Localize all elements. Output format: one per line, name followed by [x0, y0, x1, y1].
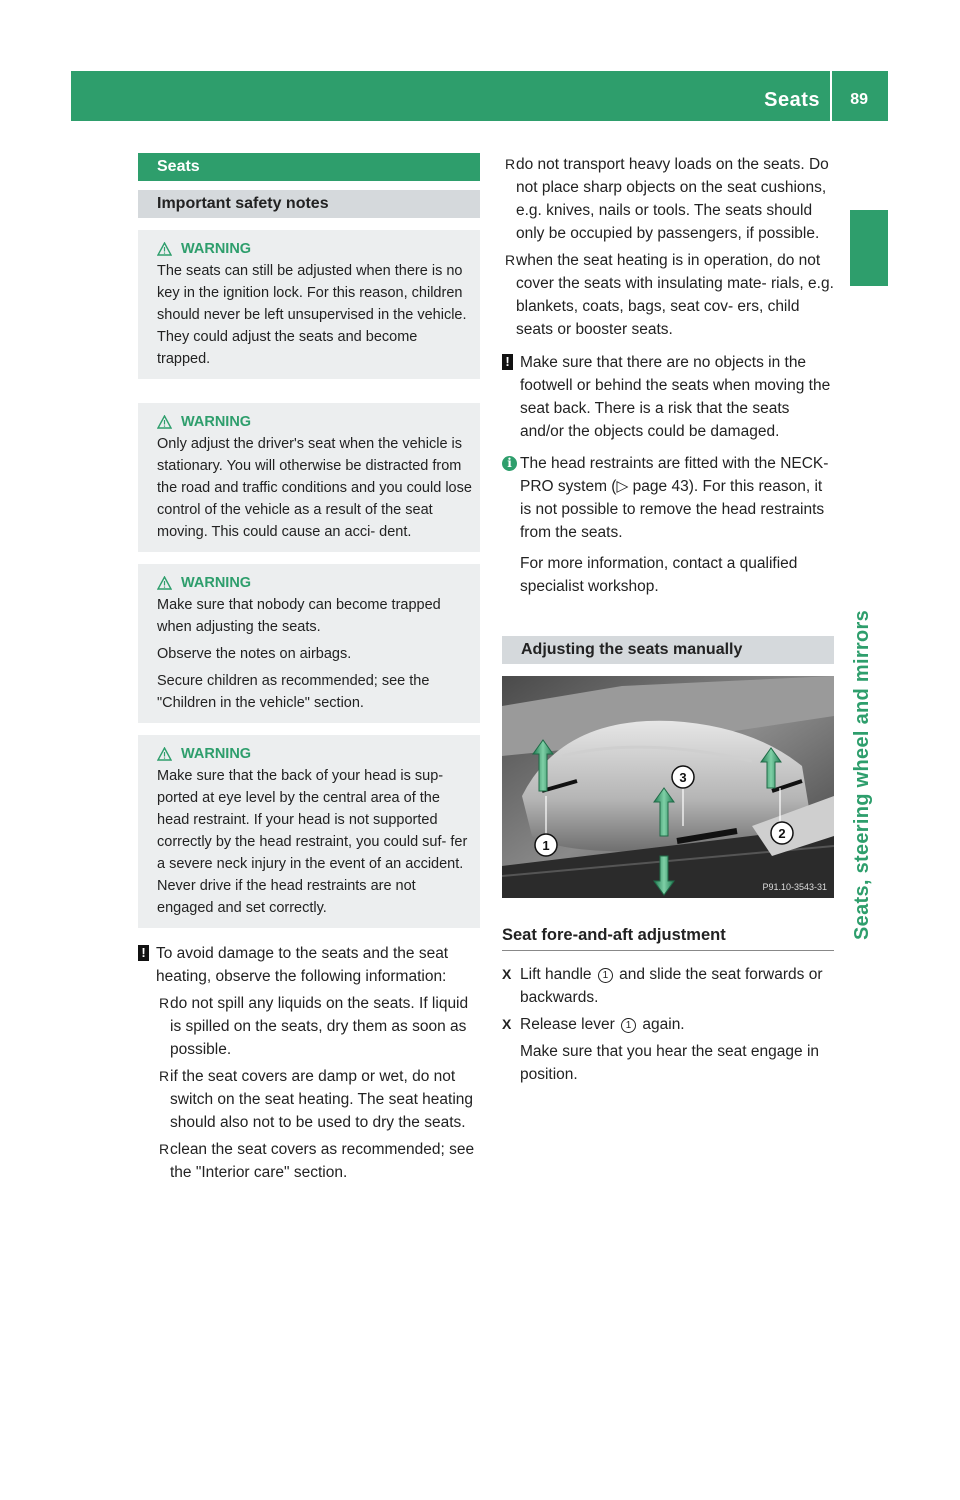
note-text: Make sure that there are no objects in the footwell or behind the seats when moving the seat back. There is a risk that the seats and/or the objects could be damaged.	[520, 354, 831, 440]
left-column	[138, 153, 480, 1188]
page-number: 89	[850, 91, 868, 108]
seat-adjustment-figure	[502, 676, 834, 898]
list-item: R if the seat covers are damp or wet, do not switch on the seat heating. The seat heating should also not to be used to dry the seats.	[138, 1065, 480, 1134]
warning-box-3	[138, 564, 480, 723]
warning-box-2	[138, 403, 480, 552]
warning-triangle-icon	[157, 747, 172, 761]
list-item: R do not spill any liquids on the seats. If liquid is spilled on the seats, dry them as soon as possible.	[138, 992, 480, 1061]
chapter-side-label	[851, 609, 889, 1500]
step-marker-icon: X	[502, 1016, 512, 1032]
subsection-title-adjusting: Adjusting the seats manually	[502, 636, 834, 664]
warning-box-1	[138, 230, 480, 379]
right-column	[502, 153, 834, 1086]
warning-heading	[157, 743, 472, 765]
bullet-icon: R	[159, 1141, 170, 1157]
warning-heading	[157, 572, 472, 594]
info-note	[502, 452, 834, 598]
figure-code: P91.10-3543-31	[762, 882, 827, 892]
warning-text: Observe the notes on airbags.	[157, 646, 352, 662]
warning-text: Make sure that the back of your head is sup- ported at eye level by the central area of the head restraint. If your head is not supported correctly by the head restraint, you could suf- fer a severe neck injury in the event of an accident. Never drive if the head restraints are not engaged and set correctly.	[157, 768, 468, 916]
warning-text: The seats can still be adjusted when there is no key in the ignition lock. For this reason, children should never be left unsupervised in the vehicle. They could adjust the seats and become trapped.	[157, 263, 467, 367]
warning-label: WARNING	[181, 746, 252, 762]
warning-triangle-icon	[157, 576, 172, 590]
warning-text: Make sure that nobody can become trapped when adjusting the seats.	[157, 597, 441, 635]
warning-label: WARNING	[181, 414, 252, 430]
footwell-note	[502, 351, 834, 443]
subsection-title-safety: Important safety notes	[138, 190, 480, 218]
exclamation-icon: !	[502, 354, 513, 370]
list-item: R clean the seat covers as recommended; see the "Interior care" section.	[138, 1138, 480, 1184]
bullet-icon: R	[159, 1068, 170, 1084]
callout-1	[535, 834, 557, 856]
step-item: X Lift handle 1 and slide the seat forwards or backwards.	[502, 963, 834, 1009]
exclamation-icon: !	[138, 945, 149, 961]
bullet-list	[138, 992, 480, 1184]
page-header	[71, 71, 888, 121]
step-list	[502, 963, 834, 1086]
svg-text:1: 1	[542, 838, 550, 853]
bullet-icon: R	[159, 995, 170, 1011]
warning-text: Only adjust the driver's seat when the vehicle is stationary. You will otherwise be distracted from the road and traffic conditions and you could lose control of the vehicle as a result of the seat moving. This could cause an acci- dent.	[157, 436, 472, 540]
bullet-list-continued	[502, 153, 834, 341]
header-title: Seats	[764, 89, 820, 111]
chapter-tab-marker	[850, 210, 888, 286]
note-text: To avoid damage to the seats and the seat heating, observe the following information:	[156, 945, 449, 985]
info-icon: i	[502, 456, 517, 471]
header-divider	[830, 71, 832, 121]
section-title: Seats	[138, 153, 480, 181]
warning-heading	[157, 411, 472, 433]
step-result: Make sure that you hear the seat engage in position.	[520, 1043, 820, 1083]
warning-text: Secure children as recommended; see the "Children in the vehicle" section.	[157, 673, 430, 711]
warning-label: WARNING	[181, 575, 252, 591]
bullet-icon: R	[505, 252, 516, 268]
callout-3	[672, 766, 694, 788]
warning-triangle-icon	[157, 242, 172, 256]
warning-box-4	[138, 735, 480, 928]
warning-triangle-icon	[157, 415, 172, 429]
step-marker-icon: X	[502, 966, 512, 982]
seat-illustration	[502, 676, 834, 898]
callout-ref: 1	[621, 1018, 636, 1033]
damage-note	[138, 942, 480, 988]
svg-text:3: 3	[679, 770, 687, 785]
chapter-side-label-text: Seats, steering wheel and mirrors	[851, 609, 873, 940]
callout-ref: 1	[598, 968, 613, 983]
warning-label: WARNING	[181, 241, 252, 257]
page-reference-link[interactable]: ▷ page 43	[616, 478, 689, 495]
step-heading: Seat fore-and-aft adjustment	[502, 926, 834, 951]
warning-heading	[157, 238, 472, 260]
svg-text:2: 2	[778, 826, 786, 841]
step-item: X Release lever 1 again.	[502, 1013, 834, 1036]
callout-2	[771, 822, 793, 844]
bullet-icon: R	[505, 156, 516, 172]
list-item: R when the seat heating is in operation, do not cover the seats with insulating mate- rials, e.g. blankets, coats, bags, seat cov- ers, child seats or booster seats.	[502, 249, 834, 341]
info-text-2: For more information, contact a qualified specialist workshop.	[520, 555, 798, 595]
info-text: The head restraints are fitted with the NECK-PRO system (▷ page 43). For this reason, it is not possible to remove the head restraints from the seats.	[520, 455, 829, 541]
list-item: R do not transport heavy loads on the seats. Do not place sharp objects on the seat cushions, e.g. knives, nails or tools. The seats should only be occupied by passengers, if possible.	[502, 153, 834, 245]
